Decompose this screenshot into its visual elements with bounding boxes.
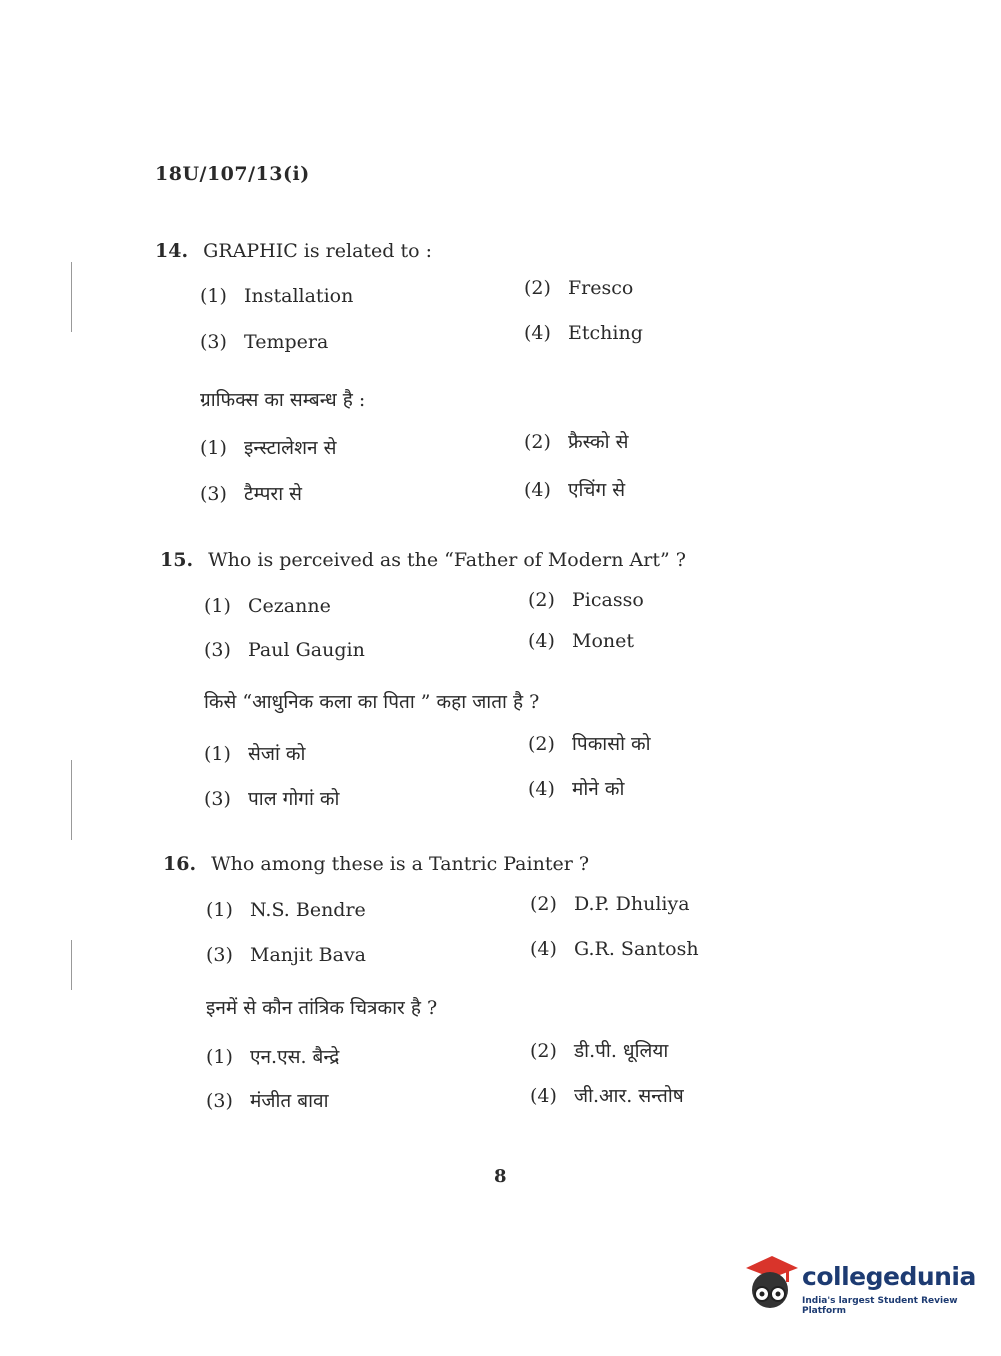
question-text-en: GRAPHIC is related to : <box>203 240 432 262</box>
option-hi: (2) पिकासो को <box>528 733 651 755</box>
option-en: (4) G.R. Santosh <box>530 938 699 960</box>
collegedunia-watermark <box>742 1250 976 1316</box>
option-en: (1) Cezanne <box>204 595 331 617</box>
question-text-en: Who among these is a Tantric Painter ? <box>211 853 590 875</box>
margin-mark <box>71 760 72 840</box>
option-hi: (3) पाल गोगां को <box>204 788 340 810</box>
question-text-hi: किसे “आधुनिक कला का पिता ” कहा जाता है ? <box>204 691 540 713</box>
option-hi: (2) डी.पी. धूलिया <box>530 1040 669 1062</box>
option-hi: (1) इन्स्टालेशन से <box>200 437 337 459</box>
paper-code: 18U/107/13(i) <box>155 163 310 185</box>
option-en: (2) Picasso <box>528 589 644 611</box>
option-hi: (1) सेजां को <box>204 743 306 765</box>
option-en: (2) Fresco <box>524 277 634 299</box>
brand-name: collegedunia <box>802 1262 976 1291</box>
page-number: 8 <box>494 1166 507 1187</box>
question-text-hi: ग्राफिक्स का सम्बन्ध है : <box>200 389 366 411</box>
option-hi: (4) एचिंग से <box>524 479 626 501</box>
option-en: (3) Paul Gaugin <box>204 639 365 661</box>
question-text-hi: इनमें से कौन तांत्रिक चित्रकार है ? <box>206 997 438 1019</box>
question-number: 16. <box>163 853 197 875</box>
question-number: 14. <box>155 240 189 262</box>
margin-mark <box>71 262 72 332</box>
option-en: (4) Etching <box>524 322 643 344</box>
option-en: (1) N.S. Bendre <box>206 899 366 921</box>
option-en: (4) Monet <box>528 630 635 652</box>
option-en: (3) Manjit Bava <box>206 944 367 966</box>
option-hi: (3) मंजीत बावा <box>206 1090 329 1112</box>
option-hi: (2) फ्रैस्को से <box>524 431 629 453</box>
option-en: (1) Installation <box>200 285 354 307</box>
option-hi: (4) जी.आर. सन्तोष <box>530 1085 684 1107</box>
brand-tagline: India's largest Student Review Platform <box>802 1296 958 1316</box>
option-en: (2) D.P. Dhuliya <box>530 893 690 915</box>
option-en: (3) Tempera <box>200 331 329 353</box>
mascot-icon <box>742 1250 800 1312</box>
option-hi: (1) एन.एस. बैन्द्रे <box>206 1046 340 1068</box>
option-hi: (3) टैम्परा से <box>200 483 303 505</box>
option-hi: (4) मोने को <box>528 778 625 800</box>
margin-mark <box>71 940 72 990</box>
question-text-en: Who is perceived as the “Father of Modern Art” ? <box>208 549 686 571</box>
question-number: 15. <box>160 549 194 571</box>
